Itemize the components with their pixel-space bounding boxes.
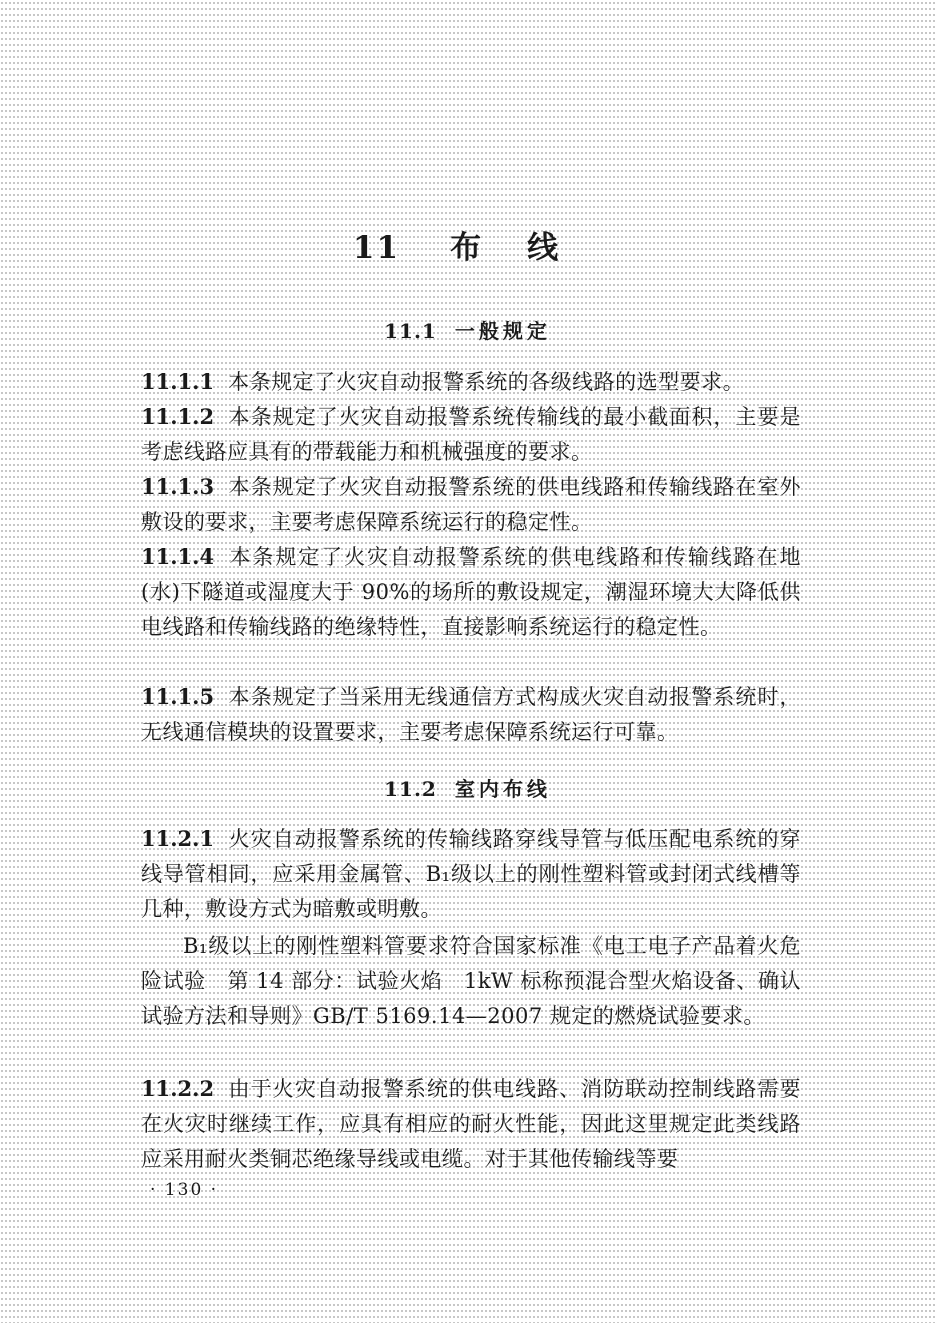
section-number: 11.1 — [384, 319, 437, 343]
clause-text: 本条规定了火灾自动报警系统的各级线路的选型要求。 — [228, 370, 745, 394]
chapter-title-char-1: 布 — [450, 230, 484, 266]
clause-text: 火灾自动报警系统的传输线路穿线导管与低压配电系统的穿线导管相同，应采用金属管、B₁级以上的刚性塑料管或封闭式线槽等几种，敷设方式为暗敷或明敷。 — [141, 827, 801, 921]
chapter-title-char-2: 线 — [527, 230, 561, 266]
section-title-11-2 — [0, 773, 935, 802]
clause-number: 11.1.5 — [141, 684, 215, 709]
clause-11-1-2 — [141, 399, 801, 470]
clause-text: 由于火灾自动报警系统的供电线路、消防联动控制线路需要在火灾时继续工作，应具有相应的耐火性能，因此这里规定此类线路应采用耐火类铜芯绝缘导线或电缆。对于其他传输线等要 — [141, 1077, 801, 1171]
clause-text: 本条规定了火灾自动报警系统的供电线路和传输线路在地(水)下隧道或湿度大于 90%的场所的敷设规定，潮湿环境大大降低供电线路和传输线路的绝缘特性，直接影响系统运行的稳定性。 — [141, 545, 801, 639]
clause-text: 本条规定了火灾自动报警系统的供电线路和传输线路在室外敷设的要求，主要考虑保障系统运行的稳定性。 — [141, 475, 801, 534]
clause-11-1-1 — [141, 364, 801, 400]
clause-11-2-1-note — [141, 929, 801, 1034]
clause-number: 11.1.3 — [141, 474, 215, 499]
section-title-11-1 — [0, 315, 935, 344]
chapter-title — [0, 222, 935, 267]
clause-number: 11.1.1 — [141, 369, 215, 394]
section-heading: 一般规定 — [454, 319, 551, 343]
clause-number: 11.2.1 — [141, 826, 215, 851]
clause-number: 11.1.4 — [141, 544, 215, 569]
page-number: · 130 · — [150, 1180, 219, 1200]
clause-text: 本条规定了火灾自动报警系统传输线的最小截面积，主要是考虑线路应具有的带载能力和机械强度的要求。 — [141, 405, 801, 464]
chapter-number: 11 — [352, 230, 401, 266]
clause-11-1-5 — [141, 679, 801, 750]
clause-11-2-1 — [141, 821, 801, 927]
clause-text: B₁级以上的刚性塑料管要求符合国家标准《电工电子产品着火危险试验 第 14 部分：试验火焰 1kW 标称预混合型火焰设备、确认试验方法和导则》GB/T 5169.14—2007 规定的燃烧试验要求。 — [141, 934, 801, 1028]
clause-text: 本条规定了当采用无线通信方式构成火灾自动报警系统时，无线通信模块的设置要求，主要考虑保障系统运行可靠。 — [141, 685, 801, 744]
clause-11-1-3 — [141, 469, 801, 540]
section-heading: 室内布线 — [454, 777, 551, 801]
clause-11-1-4 — [141, 539, 801, 645]
section-number: 11.2 — [384, 777, 437, 801]
clause-11-2-2 — [141, 1071, 801, 1177]
clause-number: 11.1.2 — [141, 404, 215, 429]
clause-number: 11.2.2 — [141, 1076, 215, 1101]
